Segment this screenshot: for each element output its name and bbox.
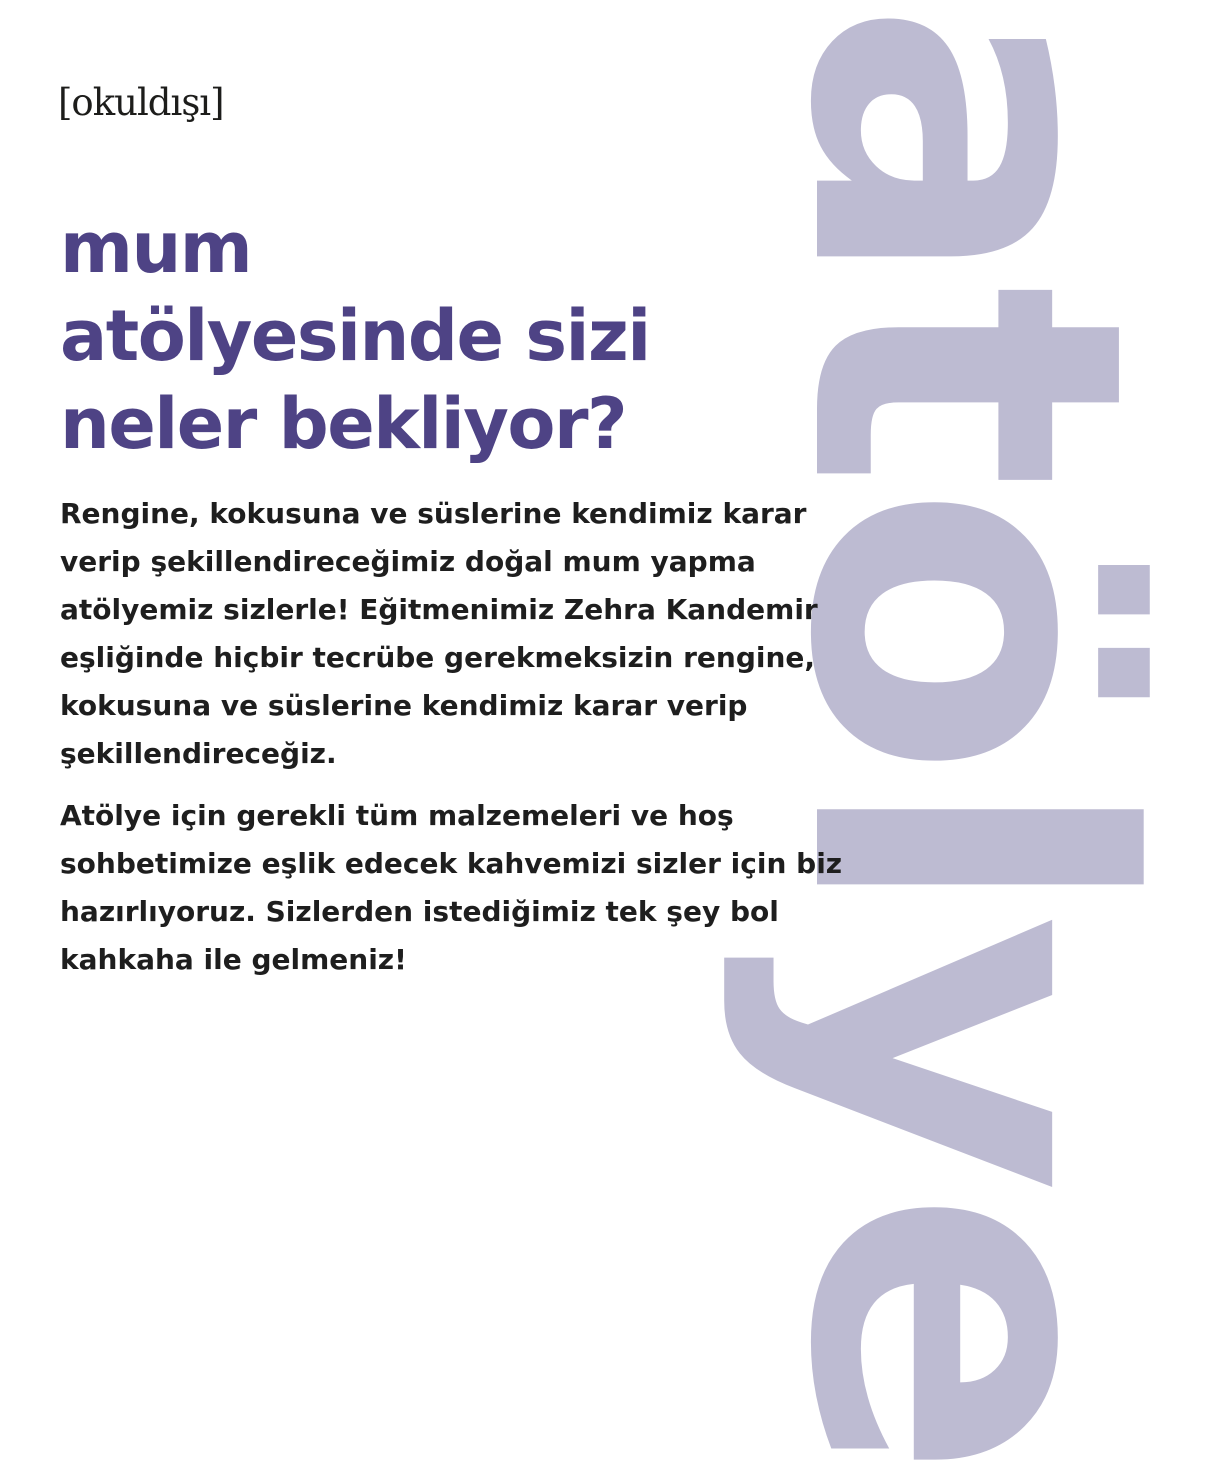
paragraph-line: verip şekillendireceğimiz doğal mum yapma	[60, 545, 756, 578]
paragraph-line: kokusuna ve süslerine kendimiz karar verip	[60, 689, 748, 722]
body-text	[60, 490, 960, 998]
headline	[60, 204, 650, 468]
paragraph-1	[60, 490, 960, 778]
paragraph-line: sohbetimize eşlik edecek kahvemizi sizler için biz	[60, 847, 843, 880]
vertical-decorative-word: atölye	[715, 0, 1215, 1474]
paragraph-line: atölyemiz sizlerle! Eğitmenimiz Zehra Kandemir	[60, 593, 818, 626]
paragraph-line: Rengine, kokusuna ve süslerine kendimiz karar	[60, 497, 807, 530]
headline-line: atölyesinde sizi	[60, 295, 650, 377]
paragraph-2	[60, 792, 960, 984]
paragraph-line: kahkaha ile gelmeniz!	[60, 943, 407, 976]
headline-line: mum	[60, 207, 252, 289]
paragraph-line: hazırlıyoruz. Sizlerden istediğimiz tek şey bol	[60, 895, 779, 928]
paragraph-line: Atölye için gerekli tüm malzemeleri ve hoş	[60, 799, 734, 832]
headline-line: neler bekliyor?	[60, 383, 627, 465]
brand-logo: [okuldışı]	[58, 81, 224, 124]
paragraph-line: eşliğinde hiçbir tecrübe gerekmeksizin rengine,	[60, 641, 816, 674]
paragraph-line: şekillendireceğiz.	[60, 737, 337, 770]
